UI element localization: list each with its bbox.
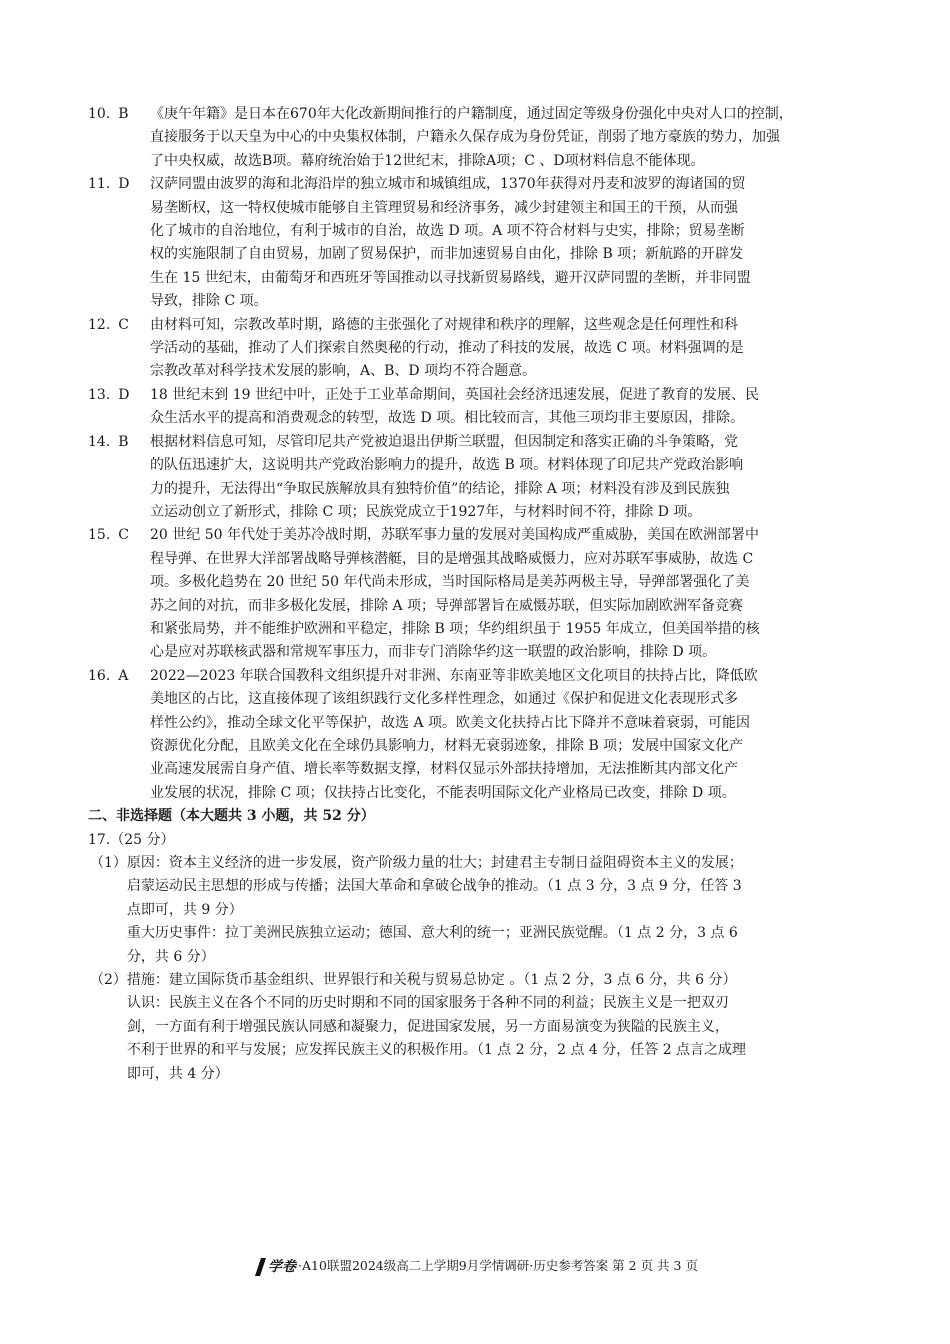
question-number: 16. xyxy=(88,667,111,684)
text-line: 力的提升，无法得出“争取民族解放具有独特价值”的结论，排除 A 项；材料没有涉及到民族独 xyxy=(150,480,730,497)
text-line: 直接服务于以天皇为中心的中央集权体制，户籍永久保存成为身份凭证，削弱了地方豪族的势力，加强 xyxy=(150,129,780,146)
answer-explanation xyxy=(150,173,863,313)
answer-explanation xyxy=(150,314,863,384)
paragraph xyxy=(127,852,863,922)
text-line: 宗教改革对科学技术发展的影响，A、B、D 项均不符合题意。 xyxy=(150,363,537,380)
text-line: 18 世纪末到 19 世纪中叶，正处于工业革命期间，英国社会经济迅速发展，促进了教育的发展、民 xyxy=(150,386,759,403)
part-label: （2） xyxy=(90,972,127,989)
text-line: 苏之间的对抗，而非多极化发展，排除 A 项；导弹部署旨在威慑苏联，但实际加剧欧洲军备竞赛 xyxy=(150,597,744,614)
answer-item xyxy=(88,384,863,431)
answer-explanation xyxy=(150,665,863,805)
part-body xyxy=(127,969,863,1086)
text-line: 立运动创立了新形式，排除 C 项；民族党成立于1927年，与材料时间不符，排除 D 项。 xyxy=(150,503,702,520)
answer-number xyxy=(88,665,150,805)
paragraph xyxy=(127,992,863,1086)
text-line: 众生活水平的提高和消费观念的转型，故选 D 项。相比较而言，其他三项均非主要原因，排除。 xyxy=(150,410,745,427)
answer-number xyxy=(88,524,150,664)
answer-item xyxy=(88,314,863,384)
answer-letter: D xyxy=(118,176,130,193)
q17-part-1 xyxy=(88,852,863,969)
answer-item xyxy=(88,524,863,664)
text-line: 根据材料信息可知，尽管印尼共产党被迫退出伊斯兰联盟，但因制定和落实正确的斗争策略，党 xyxy=(150,433,738,450)
text-line: 和紧张局势，并不能维护欧洲和平稳定，排除 B 项；华约组织虽于 1955 年成立，但美国举措的核 xyxy=(150,620,760,637)
text-line: 分，共 6 分） xyxy=(126,948,215,965)
answer-letter: C xyxy=(118,527,129,544)
text-line: 学活动的基础，推动了人们探索自然奥秘的行动，推动了科技的发展，故选 C 项。材料强调的是 xyxy=(150,340,744,357)
answer-number xyxy=(88,384,150,431)
text-line: 的队伍迅速扩大，这说明共产党政治影响力的提升，故选 B 项。材料体现了印尼共产党政治影响 xyxy=(150,457,744,474)
answer-letter: C xyxy=(118,316,129,333)
text-line: 业高速发展需自身产值、增长率等数据支撑，材料仅显示外部扶持增加，无法推断其内部文化产 xyxy=(150,761,738,778)
text-line: 20 世纪 50 年代处于美苏冷战时期，苏联军事力量的发展对美国构成严重威胁，美国在欧洲部署中 xyxy=(150,527,759,544)
text-line: 汉萨同盟由波罗的海和北海沿岸的独立城市和城镇组成，1370年获得对丹麦和波罗的海诸国的贸 xyxy=(150,176,746,193)
paragraph xyxy=(127,969,863,992)
choice-answers xyxy=(88,103,863,805)
answer-item xyxy=(88,431,863,525)
text-line: 原因：资本主义经济的进一步发展，资产阶级力量的壮大；封建君主专制日益阻碍资本主义的发展； xyxy=(126,855,743,871)
logo-text: 学卷 xyxy=(268,1258,297,1275)
text-line: 业发展的状况，排除 C 项；仅扶持占比变化，不能表明国际文化产业格局已改变，排除 D 项。 xyxy=(150,784,736,801)
answer-explanation xyxy=(150,103,863,173)
text-line: 生在 15 世纪末，由葡萄牙和西班牙等国推动以寻找新贸易路线，避开汉萨同盟的垄断，并非同盟 xyxy=(150,269,751,286)
question-number: 15. xyxy=(88,527,111,544)
text-line: 易垄断权，这一特权使城市能够自主管理贸易和经济事务，减少封建领主和国王的干预，从而强 xyxy=(150,199,738,216)
answer-number xyxy=(88,314,150,384)
answer-number xyxy=(88,431,150,525)
text-line: 资源优化分配，且欧美文化在全球仍具影响力，材料无衰弱迹象，排除 B 项；发展中国家文化产 xyxy=(150,737,744,754)
answer-explanation xyxy=(150,524,863,664)
answer-letter: B xyxy=(118,106,129,122)
text-line: 措施：建立国际货币基金组织、世界银行和关税与贸易总协定 。（1 点 2 分，3 点 6 分，共 6 分） xyxy=(126,972,737,989)
text-line: 2022—2023 年联合国教科文组织提升对非洲、东南亚等非欧美地区文化项目的扶持占比，降低欧 xyxy=(150,667,758,684)
text-line: 剑，一方面有利于增强民族认同感和凝聚力，促进国家发展，另一方面易演变为狭隘的民族主义， xyxy=(126,1018,729,1035)
question-number: 10. xyxy=(88,106,111,122)
text-line: 即可，共 4 分） xyxy=(126,1065,229,1082)
answer-item xyxy=(88,103,863,173)
q17-part-2 xyxy=(88,969,863,1086)
text-line: 化了城市的自治地位，有利于城市的自治，故选 D 项。A 项不符合材料与史实，排除；贸易垄断 xyxy=(150,223,745,240)
text-line: 程导弹、在世界大洋部署战略导弹核潜艇，目的是增强其战略威慑力，应对苏联军事威胁，故选 C xyxy=(150,550,754,567)
section-title: 二、非选择题（本大题共 3 小题，共 52 分） xyxy=(88,808,375,825)
answer-explanation xyxy=(150,384,863,431)
text-line: 美地区的占比，这直接体现了该组织践行文化多样性理念，如通过《保护和促进文化表现形式多 xyxy=(150,691,738,708)
paragraph xyxy=(127,922,863,969)
answer-item xyxy=(88,665,863,805)
question-number: 14. xyxy=(88,433,111,450)
answer-number xyxy=(88,173,150,313)
answer-letter: A xyxy=(118,667,129,684)
part-body xyxy=(127,852,863,969)
question-number: 11. xyxy=(88,176,111,193)
part-label: （1） xyxy=(90,855,127,871)
footer-text: ·A10联盟2024级高二上学期9月学情调研·历史参考答案 第 2 页 共 3 页 xyxy=(298,1258,698,1273)
question-number: 12. xyxy=(88,316,111,333)
text-line: 导致，排除 C 项。 xyxy=(150,293,268,310)
answer-number xyxy=(88,103,150,173)
text-line: 点即可，共 9 分） xyxy=(126,901,243,918)
text-line: 心是应对苏联核武器和常规军事压力，而非专门消除华约这一联盟的政治影响，排除 D 项。 xyxy=(150,644,717,661)
answer-letter: B xyxy=(118,433,129,450)
answer-item xyxy=(88,173,863,313)
text-line: 了中央权威，故选B项。幕府统治始于12世纪末，排除A项；C 、D项材料信息不能体现。 xyxy=(150,152,705,169)
page-footer xyxy=(0,1256,950,1277)
text-line: 项。多极化趋势在 20 世纪 50 年代尚未形成，当时国际格局是美苏两极主导，导弹部署强化了美 xyxy=(150,574,750,591)
text-line: 由材料可知，宗教改革时期，路德的主张强化了对规律和秩序的理解，这些观念是任何理性和科 xyxy=(150,316,738,333)
text-line: 认识：民族主义在各个不同的历史时期和不同的国家服务于各种不同的利益；民族主义是一把双刃 xyxy=(126,995,729,1012)
text-line: 不利于世界的和平与发展；应发挥民族主义的积极作用。（1 点 2 分，2 点 4 分，任答 2 点言之成理 xyxy=(126,1042,747,1059)
text-line: 样性公约》，推动全球文化平等保护，故选 A 项。欧美文化扶持占比下降并不意味着衰弱，可能因 xyxy=(150,714,751,731)
text-line: 重大历史事件：拉丁美洲民族独立运动；德国、意大利的统一；亚洲民族觉醒。（1 点 2 分，3 点 6 xyxy=(126,925,738,942)
text-line: 权的实施限制了自由贸易，加剧了贸易保护，而非加速贸易自由化，排除 B 项；新航路的开辟发 xyxy=(150,246,744,263)
question-17-header: 17.（25 分） xyxy=(88,831,175,848)
logo-mark-icon xyxy=(252,1257,268,1277)
answer-letter: D xyxy=(118,386,130,403)
publisher-logo xyxy=(252,1257,296,1277)
question-number: 13. xyxy=(88,386,111,403)
answer-explanation xyxy=(150,431,863,525)
text-line: 启蒙运动民主思想的形成与传播；法国大革命和拿破仑战争的推动。（1 点 3 分，3 点 9 分，任答 3 xyxy=(126,878,742,895)
answer-content xyxy=(88,103,863,1086)
text-line: 《庚午年籍》是日本在670年大化改新期间推行的户籍制度，通过固定等级身份强化中央对人口的控制， xyxy=(150,106,793,122)
